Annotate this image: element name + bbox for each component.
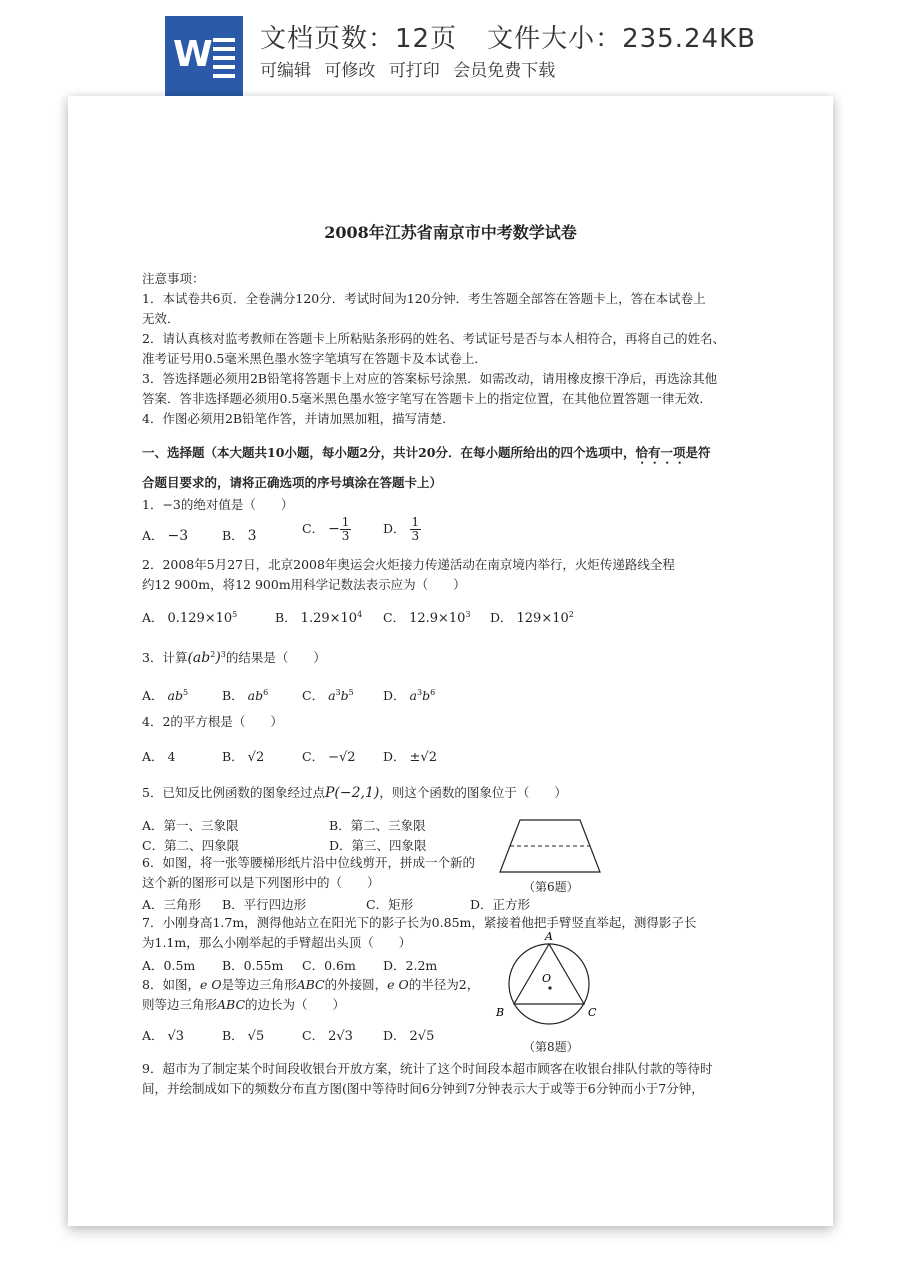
file-size: 文件大小：235.24KB — [487, 24, 756, 54]
question-2: 2．2008年5月27日，北京2008年奥运会火炬接力传递活动在南京境内举行，火炬传递路线全程 — [142, 557, 675, 572]
section-heading-text: 一、选择题（本大题共10小题，每小题2分，共计20分．在每小题所给出的四个选项中， — [142, 445, 636, 460]
question-7: 7．小刚身高1.7m，测得他站立在阳光下的影子长为0.85m，紧接着他把手臂竖直举起，测得影子长 — [142, 915, 697, 930]
figure-6-caption: （第6题） — [523, 880, 579, 894]
question-4: 4．2的平方根是（ ） — [142, 714, 283, 729]
q4-option-a: A． 4 — [142, 749, 176, 764]
page-count: 文档页数：12页 — [260, 24, 458, 54]
vertex-label-c: C — [588, 1006, 597, 1019]
feature-printable: 可打印 — [388, 61, 440, 81]
q7-option-d: D．2.2m — [383, 958, 438, 973]
q3-option-a: A． $ab^5$ — [142, 687, 189, 703]
notice-line: 无效． — [142, 311, 180, 326]
notice-line: 3．答选择题必须用2B铅笔将答题卡上对应的答案标号涂黑．如需改动，请用橡皮擦干净后，再选涂其他 — [142, 371, 718, 386]
feature-list — [260, 56, 563, 81]
feature-editable: 可编辑 — [260, 61, 311, 81]
feature-member-download: 会员免费下载 — [453, 61, 556, 81]
q5-option-a: A．第一、三象限 — [142, 818, 239, 833]
notice-line: 2．请认真核对监考教师在答题卡上所粘贴条形码的姓名、考试证号是否与本人相符合，再将自己的姓名、 — [142, 331, 725, 346]
q6-option-a: A．三角形 — [142, 897, 202, 912]
question-3: 3．计算$(ab^2)^3$的结果是（ ） — [142, 650, 326, 667]
q1-option-a: A． −3 — [142, 528, 189, 544]
notice-line: 1．本试卷共6页．全卷满分120分．考试时间为120分钟．考生答题全部答在答题卡上，答在本试卷上 — [142, 291, 706, 306]
q3-option-d: D． $a^3b^6$ — [383, 687, 436, 703]
q4-option-d: D． ±√2 — [383, 749, 437, 765]
q6-option-b: B．平行四边形 — [222, 897, 307, 912]
notice-line: 4．作图必须用2B铅笔作答，并请加黑加粗，描写清楚． — [142, 411, 455, 426]
q2-option-a: A． $0.129\times 10^5$ — [142, 609, 238, 626]
q5-option-d: D．第三、四象限 — [329, 838, 427, 853]
question-1: 1．−3的绝对值是（ ） — [142, 497, 294, 512]
question-6-line2: 这个新的图形可以是下列图形中的（ ） — [142, 875, 380, 890]
q6-option-c: C．矩形 — [366, 897, 414, 912]
question-2-line2: 约12 900m，将12 900m用科学记数法表示应为（ ） — [142, 577, 466, 592]
q6-option-d: D．正方形 — [470, 897, 531, 912]
q7-option-a: A．0.5m — [142, 958, 196, 973]
q1-option-c: C． − $\frac{1}{3}$ — [302, 515, 350, 543]
center-label-o: O — [542, 972, 552, 985]
q8-option-a: A． √3 — [142, 1028, 185, 1044]
q2-option-d: D． $129\times 10^2$ — [490, 609, 574, 626]
q7-option-b: B．0.55m — [222, 958, 284, 973]
section-heading-emphasis: 恰有一项 — [635, 445, 686, 460]
q3-option-b: B． $ab^6$ — [222, 687, 269, 703]
q5-option-b: B．第二、三象限 — [329, 818, 426, 833]
q1-option-b: B． 3 — [222, 528, 257, 544]
section-heading-text: 是符 — [685, 445, 711, 460]
q8-option-c: C． 2√3 — [302, 1028, 353, 1044]
q4-option-b: B． √2 — [222, 749, 265, 765]
figure-8-caption: （第8题） — [523, 1040, 579, 1054]
question-9: 9．超市为了制定某个时间段收银台开放方案，统计了这个时间段本超市顾客在收银台排队付款的等待时 — [142, 1061, 713, 1076]
question-8: 8．如图，e O是等边三角形ABC的外接圆，e O的半径为2， — [142, 977, 480, 992]
vertex-label-b: B — [496, 1006, 505, 1019]
q8-option-b: B． √5 — [222, 1028, 265, 1044]
question-5: 5．已知反比例函数的图象经过点P(−2,1)，则这个函数的图象位于（ ） — [142, 785, 567, 801]
notice-heading: 注意事项： — [142, 271, 205, 286]
q5-option-c: C．第二、四象限 — [142, 838, 240, 853]
figure-6-trapezoid — [498, 818, 603, 878]
q1-option-d: D． $\frac{1}{3}$ — [383, 515, 420, 543]
section-heading — [142, 444, 711, 467]
word-document-icon: W — [165, 16, 243, 96]
feature-modifiable: 可修改 — [324, 61, 376, 81]
vertex-label-a: A — [545, 932, 553, 943]
figure-8-circle-triangle — [492, 932, 602, 1036]
q2-option-b: B． $1.29\times 10^4$ — [275, 609, 363, 626]
question-6: 6．如图，将一张等腰梯形纸片沿中位线剪开，拼成一个新的 — [142, 855, 475, 870]
q3-option-c: C． $a^3b^5$ — [302, 687, 354, 703]
question-7-line2: 为1.1m，那么小刚举起的手臂超出头顶（ ） — [142, 935, 412, 950]
page-title: 2008年江苏省南京市中考数学试卷 — [324, 223, 577, 242]
notice-line: 答案．答非选择题必须用0.5毫米黑色墨水签字笔写在答题卡上的指定位置，在其他位置答题一律无效． — [142, 391, 712, 406]
file-info — [260, 18, 756, 55]
download-banner — [0, 0, 900, 96]
section-heading-line2: 合题目要求的，请将正确选项的序号填涂在答题卡上） — [142, 475, 443, 490]
q4-option-c: C． −√2 — [302, 749, 356, 765]
q7-option-c: C．0.6m — [302, 958, 356, 973]
question-8-line2: 则等边三角形ABC的边长为（ ） — [142, 997, 346, 1012]
document-page — [68, 96, 833, 1226]
q8-option-d: D． 2√5 — [383, 1028, 435, 1044]
q2-option-c: C． $12.9\times 10^3$ — [383, 609, 471, 626]
notice-line: 准考证号用0.5毫米黑色墨水签字笔填写在答题卡及本试卷上． — [142, 351, 487, 366]
question-9-line2: 间，并绘制成如下的频数分布直方图(图中等待时间6分钟到7分钟表示大于或等于6分钟而小于7分钟， — [142, 1081, 704, 1096]
